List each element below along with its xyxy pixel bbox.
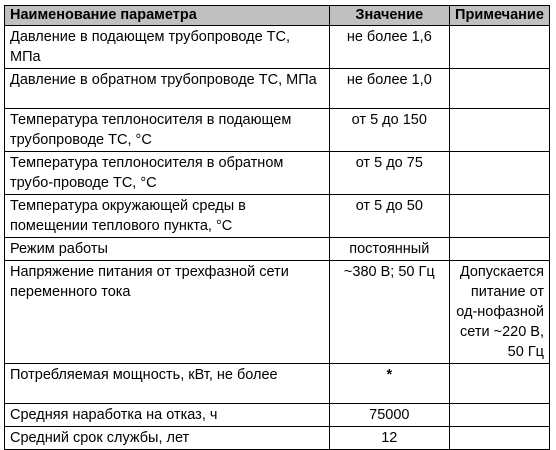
table-row bbox=[5, 69, 550, 109]
row-value: ~380 В; 50 Гц bbox=[329, 261, 449, 364]
row-parameter-name: Температура окружающей среды в помещении теплового пункта, °С bbox=[5, 195, 330, 238]
table-row bbox=[5, 26, 550, 69]
row-note bbox=[449, 109, 549, 152]
row-note bbox=[449, 152, 549, 195]
row-parameter-name: Режим работы bbox=[5, 238, 330, 261]
row-value: от 5 до 150 bbox=[329, 109, 449, 152]
table-row bbox=[5, 261, 550, 364]
row-parameter-name: Средняя наработка на отказ, ч bbox=[5, 404, 330, 427]
table-row bbox=[5, 404, 550, 427]
row-parameter-name: Потребляемая мощность, кВт, не более bbox=[5, 364, 330, 404]
row-value: не более 1,6 bbox=[329, 26, 449, 69]
parameters-table bbox=[4, 5, 550, 450]
row-parameter-name: Температура теплоносителя в подающем трубопроводе ТС, °С bbox=[5, 109, 330, 152]
row-note bbox=[449, 404, 549, 427]
header-parameter-name: Наименование параметра bbox=[5, 6, 330, 26]
row-note bbox=[449, 427, 549, 450]
row-parameter-name: Давление в подающем трубопроводе ТС, МПа bbox=[5, 26, 330, 69]
row-note: Допускается питание от од-нофазной сети ~220 В, 50 Гц bbox=[449, 261, 549, 364]
table-header-row bbox=[5, 6, 550, 26]
table-row bbox=[5, 152, 550, 195]
row-parameter-name: Средний срок службы, лет bbox=[5, 427, 330, 450]
row-value: от 5 до 75 bbox=[329, 152, 449, 195]
table-row bbox=[5, 238, 550, 261]
row-note bbox=[449, 364, 549, 404]
row-note bbox=[449, 195, 549, 238]
row-value: 75000 bbox=[329, 404, 449, 427]
row-note bbox=[449, 238, 549, 261]
header-value: Значение bbox=[329, 6, 449, 26]
table-row bbox=[5, 195, 550, 238]
table-row bbox=[5, 427, 550, 450]
header-note: Примечание bbox=[449, 6, 549, 26]
row-value: от 5 до 50 bbox=[329, 195, 449, 238]
row-value: * bbox=[329, 364, 449, 404]
row-note bbox=[449, 26, 549, 69]
table-row bbox=[5, 364, 550, 404]
row-value: постоянный bbox=[329, 238, 449, 261]
row-parameter-name: Напряжение питания от трехфазной сети переменного тока bbox=[5, 261, 330, 364]
table-row bbox=[5, 109, 550, 152]
row-parameter-name: Давление в обратном трубопроводе ТС, МПа bbox=[5, 69, 330, 109]
row-parameter-name: Температура теплоносителя в обратном трубо-проводе ТС, °С bbox=[5, 152, 330, 195]
row-note bbox=[449, 69, 549, 109]
row-value: 12 bbox=[329, 427, 449, 450]
row-value: не более 1,0 bbox=[329, 69, 449, 109]
